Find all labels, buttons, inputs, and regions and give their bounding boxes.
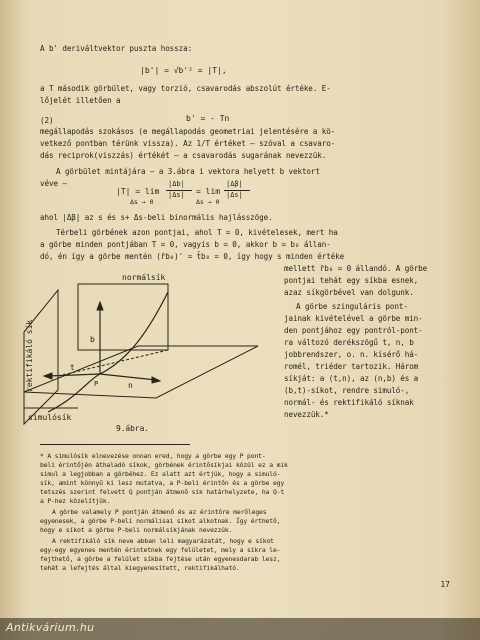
footnote-line: egy-egy egyenes mentén érintetnek egy felületet, mely a síkra le-: [40, 546, 281, 554]
lines-line: A görbület mintájára — a 3.ábra i vektora helyett b vektort: [56, 167, 320, 176]
label-rectifying-plane: rektifikáló sík: [25, 319, 34, 392]
label-vector-t: t: [70, 363, 75, 372]
limit-sub2: Δs → 0: [196, 198, 220, 206]
lines-line: pontjai tehát egy síkba esnek,: [284, 276, 419, 285]
label-normal-plane: normálsík: [122, 273, 166, 282]
limit-frac2-num: |Δβ|: [226, 180, 243, 188]
footnote-line: a P-hez közelítjük.: [40, 497, 111, 505]
footnote-rule: [40, 444, 190, 445]
watermark-bar: [0, 618, 480, 640]
label-point-p: P: [94, 380, 99, 388]
lines-line: romél, triéder tartozik. Három: [284, 362, 419, 371]
footnote-line: egyenesek, a görbe P-beli normálisai síkot alkotnak. Így érthető,: [40, 517, 281, 525]
lines-line: dás reciprok(viszzás) értékét — a csavarodás sugarának nevezzük.: [40, 151, 327, 160]
lines-line: ra változó derékszögű t, n, b: [284, 338, 414, 347]
footnote-line: tehát a lefejtés által kiegyenesített, rektifikálható.: [40, 564, 240, 572]
figure-caption: 9.ábra.: [116, 424, 150, 433]
label-vector-n: n: [128, 381, 133, 390]
lines-line: vetkező pontban térünk vissza). Az 1/T értéket — szóval a csavaro-: [40, 139, 336, 148]
lines-line: azaz síkgörbével van dolgunk.: [284, 288, 414, 297]
osculating-plane-shape: [24, 346, 258, 398]
equation-minus-tn: b' = - Tn: [186, 114, 230, 123]
lines-line: véve —: [40, 179, 67, 188]
footnote-line: simul a legjobban a görbéhez. Ez alatt azt értjük, hogy a simuló-: [40, 470, 281, 478]
lines-line: Térbeli görbének azon pontjai, ahol T = 0, kivételesek, mert ha: [56, 228, 338, 237]
lines-line: jainak kivételével a görbe min-: [284, 314, 423, 323]
lines-line: síkját: a (t,n), az (n,b) és a: [284, 374, 419, 383]
lines-line: (2): [40, 116, 54, 125]
footnote-line: A rektifikáló sík neve abban leli magyarázatát, hogy e síkot: [52, 537, 274, 545]
limit-lhs: |T| = lim: [116, 187, 160, 196]
footnote-line: * A simulósík elnevezése onnan ered, hogy a görbe egy P pont-: [40, 452, 266, 460]
limit-mid: = lim: [196, 187, 221, 196]
limit-frac2-den: |Δs|: [226, 191, 243, 199]
lines-line: ahol |Δβ| az s és s+ Δs-beli binormális hajlásszöge.: [40, 213, 273, 222]
equation-b-norm: |b'| = √b'² = |T|,: [140, 66, 227, 75]
lines-line: den pontjához egy pontról-pont-: [284, 326, 423, 335]
lines-line: mellett r̄b₀ = 0 állandó. A görbe: [284, 264, 428, 273]
footnote-line: tetszés szerint felvett Q pontján átmenő sík határhelyzete, ha Q-t: [40, 488, 285, 496]
footnote-line: sík, amint könnyű ki lesz mutatva, a P-beli érintőn és a görbe egy: [40, 479, 285, 487]
label-vector-b: b: [90, 335, 95, 344]
footnote-line: beli érintőjén áthaladó síkok, görbének érintősíkjai közül ez a mik: [40, 461, 288, 469]
lines-line: megállapodás szokásos (e megállapodás geometriai jelentésére a kö-: [40, 127, 336, 136]
lines-line: normál- és rektifikáló síknak: [284, 398, 414, 407]
watermark-text: Antikvárium.hu: [6, 621, 95, 634]
lines-line: (b,t)-síkot, rendre simuló-,: [284, 386, 410, 395]
lines-line: dó, én így a görbe mentén (r̄b₀)' = t̄b₀ = 0, így hogy s minden értéke: [40, 252, 345, 261]
figure-9: [18, 262, 280, 432]
limit-sub: Δs → 0: [130, 198, 154, 206]
page-number: 17: [440, 580, 450, 589]
lines-line: a T második görbület, vagy torzió, csavarodás abszolút értéke. E-: [40, 84, 331, 93]
lines-line: A b' deriváltvektor puszta hossza:: [40, 44, 193, 53]
lines-line: nevezzük.*: [284, 410, 329, 419]
lines-line: a görbe minden pontjában T = 0, vagyis b = 0, akkor b = b₀ állan-: [40, 240, 331, 249]
limit-frac-num: |Δb|: [168, 180, 185, 188]
lines-line: jobbrendszer, o. n. kísérő há-: [284, 350, 419, 359]
footnote-line: hogy e síkot a görbe P-beli normálsíkjának nevezzük.: [40, 526, 233, 534]
limit-frac-den: |Δs|: [168, 191, 185, 199]
lines-line: A görbe szinguláris pont-: [296, 302, 408, 311]
lines-line: lőjelét illetően a: [40, 96, 121, 105]
footnote-line: fejthető, a görbe a felület síkba fejtése után egyenesdarab lesz,: [40, 555, 281, 563]
footnote-line: A görbe valamely P pontján átmenő és az érintőre merőleges: [52, 508, 267, 516]
label-osculating-plane: simulósík: [28, 413, 72, 422]
